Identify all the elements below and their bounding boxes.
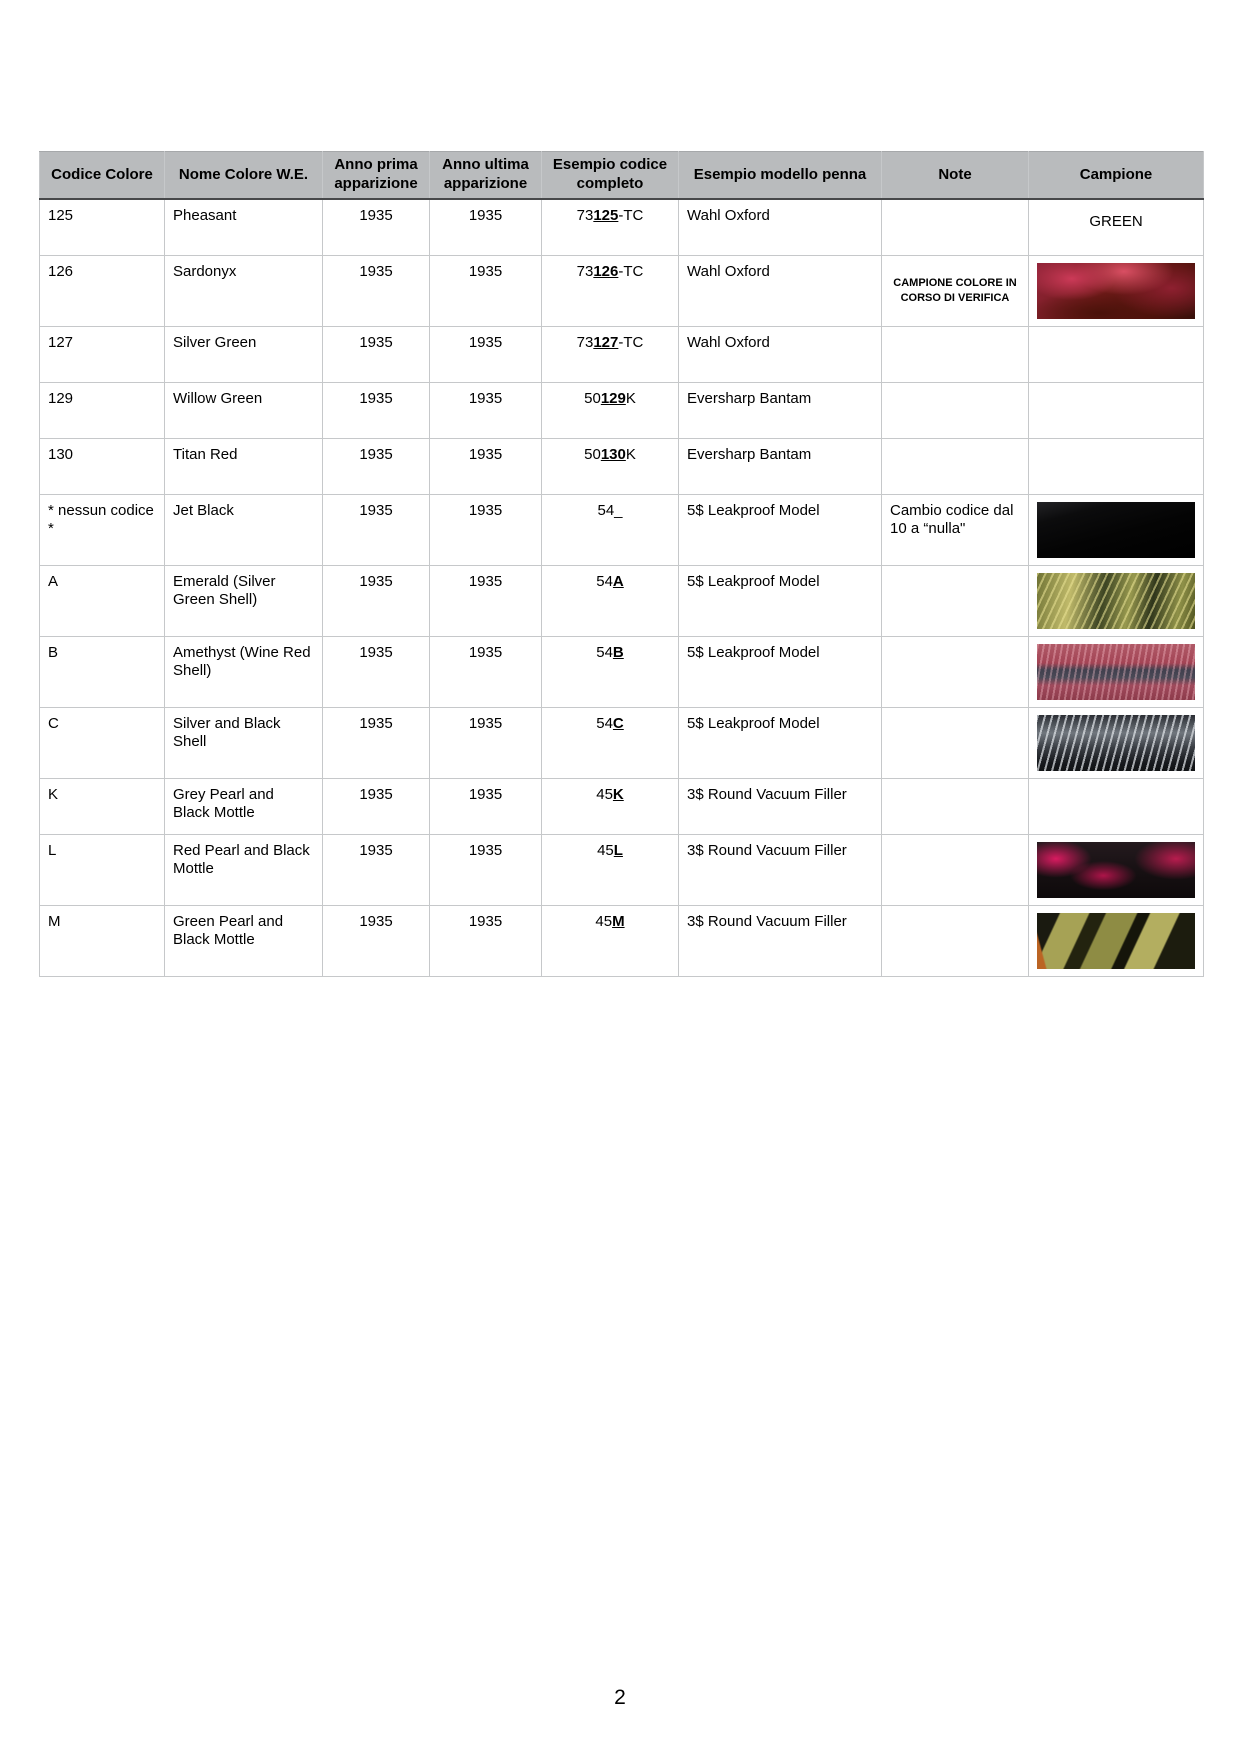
cell-codice-colore: * nessun codice *	[40, 494, 165, 565]
cell-campione	[1029, 255, 1204, 326]
cell-campione	[1029, 565, 1204, 636]
header-esempio-modello: Esempio modello penna	[679, 152, 882, 200]
code-highlight: B	[612, 643, 624, 661]
cell-esempio-codice	[542, 834, 679, 905]
header-nome-colore: Nome Colore W.E.	[165, 152, 323, 200]
cell-codice-colore: B	[40, 636, 165, 707]
cell-codice-colore: 126	[40, 255, 165, 326]
cell-anno-ultima: 1935	[430, 636, 542, 707]
cell-nome-colore: Grey Pearl and Black Mottle	[165, 778, 323, 834]
cell-anno-prima: 1935	[323, 565, 430, 636]
cell-note	[882, 326, 1029, 382]
color-swatch-red-pearl	[1037, 842, 1195, 898]
code-highlight: 130	[600, 445, 626, 463]
cell-codice-colore: 130	[40, 438, 165, 494]
code-suffix: K	[625, 389, 636, 407]
cell-note	[882, 565, 1029, 636]
cell-codice-colore: L	[40, 834, 165, 905]
cell-anno-ultima: 1935	[430, 834, 542, 905]
code-highlight: 126	[593, 262, 619, 280]
cell-note	[882, 636, 1029, 707]
code-suffix: -TC	[618, 262, 644, 280]
color-swatch-emerald	[1037, 573, 1195, 629]
table-body	[40, 199, 1204, 976]
page-number: 2	[614, 1686, 626, 1709]
cell-codice-colore: 127	[40, 326, 165, 382]
cell-nome-colore: Titan Red	[165, 438, 323, 494]
cell-esempio-codice	[542, 778, 679, 834]
cell-esempio-modello: Eversharp Bantam	[679, 382, 882, 438]
code-prefix: 73	[576, 207, 594, 224]
cell-note: CAMPIONE COLORE IN CORSO DI VERIFICA	[882, 255, 1029, 326]
code-prefix: 50	[584, 445, 601, 463]
cell-note	[882, 778, 1029, 834]
cell-anno-ultima: 1935	[430, 382, 542, 438]
campione-label: GREEN	[1089, 213, 1143, 230]
cell-anno-prima: 1935	[323, 199, 430, 255]
table-row	[40, 636, 1204, 707]
cell-esempio-codice	[542, 494, 679, 565]
cell-esempio-codice	[542, 255, 679, 326]
cell-nome-colore: Jet Black	[165, 494, 323, 565]
cell-nome-colore: Green Pearl and Black Mottle	[165, 905, 323, 976]
code-highlight: C	[612, 714, 624, 732]
code-highlight: K	[612, 785, 624, 803]
cell-note	[882, 707, 1029, 778]
cell-campione	[1029, 778, 1204, 834]
code-prefix: 54	[596, 714, 613, 732]
cell-esempio-modello: 3$ Round Vacuum Filler	[679, 905, 882, 976]
cell-campione	[1029, 438, 1204, 494]
header-esempio-codice: Esempio codice completo	[542, 152, 679, 200]
table-row	[40, 905, 1204, 976]
cell-nome-colore: Emerald (Silver Green Shell)	[165, 565, 323, 636]
code-prefix: 45	[595, 912, 613, 930]
cell-codice-colore: 129	[40, 382, 165, 438]
cell-note	[882, 905, 1029, 976]
color-swatch-silver-black	[1037, 715, 1195, 771]
cell-anno-ultima: 1935	[430, 326, 542, 382]
cell-nome-colore: Willow Green	[165, 382, 323, 438]
cell-campione	[1029, 494, 1204, 565]
cell-note: Cambio codice dal 10 a “nulla"	[882, 494, 1029, 565]
cell-anno-prima: 1935	[323, 707, 430, 778]
code-highlight: 125	[593, 207, 619, 224]
table-row	[40, 565, 1204, 636]
cell-note	[882, 382, 1029, 438]
cell-campione	[1029, 382, 1204, 438]
code-prefix: 73	[576, 333, 594, 351]
cell-esempio-modello: Wahl Oxford	[679, 326, 882, 382]
cell-esempio-modello: 3$ Round Vacuum Filler	[679, 834, 882, 905]
table-row	[40, 438, 1204, 494]
color-swatch-amethyst	[1037, 644, 1195, 700]
color-codes-table	[39, 151, 1204, 977]
cell-esempio-modello: Eversharp Bantam	[679, 438, 882, 494]
code-prefix: 73	[576, 262, 594, 280]
cell-nome-colore: Silver and Black Shell	[165, 707, 323, 778]
cell-anno-prima: 1935	[323, 438, 430, 494]
cell-nome-colore: Pheasant	[165, 199, 323, 255]
cell-anno-ultima: 1935	[430, 905, 542, 976]
cell-campione	[1029, 834, 1204, 905]
table-row	[40, 707, 1204, 778]
code-suffix: -TC	[618, 333, 644, 351]
table-row	[40, 255, 1204, 326]
cell-esempio-codice	[542, 636, 679, 707]
cell-anno-prima: 1935	[323, 905, 430, 976]
table-row	[40, 778, 1204, 834]
color-swatch-green-pearl	[1037, 913, 1195, 969]
cell-note	[882, 199, 1029, 255]
code-highlight: 129	[600, 389, 626, 407]
cell-anno-prima: 1935	[323, 494, 430, 565]
cell-note	[882, 834, 1029, 905]
code-suffix: -TC	[618, 207, 644, 224]
header-codice-colore: Codice Colore	[40, 152, 165, 200]
cell-anno-prima: 1935	[323, 326, 430, 382]
table-header	[40, 152, 1204, 200]
code-prefix: 54	[597, 501, 615, 519]
cell-anno-ultima: 1935	[430, 565, 542, 636]
table-row	[40, 494, 1204, 565]
cell-esempio-codice	[542, 438, 679, 494]
cell-nome-colore: Sardonyx	[165, 255, 323, 326]
cell-anno-ultima: 1935	[430, 494, 542, 565]
cell-anno-prima: 1935	[323, 636, 430, 707]
cell-nome-colore: Amethyst (Wine Red Shell)	[165, 636, 323, 707]
table-row	[40, 834, 1204, 905]
table-row	[40, 326, 1204, 382]
cell-codice-colore: K	[40, 778, 165, 834]
cell-codice-colore: A	[40, 565, 165, 636]
code-highlight: 127	[593, 333, 619, 351]
code-suffix: K	[625, 445, 636, 463]
code-prefix: 54	[596, 572, 613, 590]
cell-esempio-codice	[542, 326, 679, 382]
cell-esempio-codice	[542, 905, 679, 976]
code-prefix: 54	[596, 643, 613, 661]
cell-esempio-codice	[542, 382, 679, 438]
color-swatch-jet-black	[1037, 502, 1195, 558]
cell-anno-prima: 1935	[323, 778, 430, 834]
cell-anno-prima: 1935	[323, 255, 430, 326]
code-prefix: 45	[597, 841, 614, 859]
cell-note	[882, 438, 1029, 494]
cell-codice-colore: 125	[40, 199, 165, 255]
cell-codice-colore: C	[40, 707, 165, 778]
cell-campione	[1029, 326, 1204, 382]
cell-anno-prima: 1935	[323, 834, 430, 905]
cell-anno-prima: 1935	[323, 382, 430, 438]
cell-campione	[1029, 199, 1204, 255]
code-prefix: 50	[584, 389, 601, 407]
header-anno-prima: Anno prima apparizione	[323, 152, 430, 200]
cell-nome-colore: Red Pearl and Black Mottle	[165, 834, 323, 905]
cell-codice-colore: M	[40, 905, 165, 976]
cell-esempio-codice	[542, 707, 679, 778]
cell-anno-ultima: 1935	[430, 778, 542, 834]
cell-esempio-modello: Wahl Oxford	[679, 199, 882, 255]
cell-esempio-modello: Wahl Oxford	[679, 255, 882, 326]
cell-esempio-codice	[542, 199, 679, 255]
cell-esempio-codice	[542, 565, 679, 636]
cell-esempio-modello: 5$ Leakproof Model	[679, 636, 882, 707]
cell-esempio-modello: 5$ Leakproof Model	[679, 565, 882, 636]
cell-campione	[1029, 905, 1204, 976]
cell-esempio-modello: 5$ Leakproof Model	[679, 494, 882, 565]
cell-nome-colore: Silver Green	[165, 326, 323, 382]
cell-esempio-modello: 5$ Leakproof Model	[679, 707, 882, 778]
table-row	[40, 199, 1204, 255]
code-suffix: _	[614, 501, 623, 519]
cell-anno-ultima: 1935	[430, 438, 542, 494]
table-row	[40, 382, 1204, 438]
header-anno-ultima: Anno ultima apparizione	[430, 152, 542, 200]
cell-esempio-modello: 3$ Round Vacuum Filler	[679, 778, 882, 834]
cell-anno-ultima: 1935	[430, 199, 542, 255]
cell-anno-ultima: 1935	[430, 255, 542, 326]
cell-anno-ultima: 1935	[430, 707, 542, 778]
cell-campione	[1029, 636, 1204, 707]
code-prefix: 45	[596, 785, 613, 803]
color-swatch-sardonyx	[1037, 263, 1195, 319]
cell-campione	[1029, 707, 1204, 778]
code-highlight: A	[612, 572, 624, 590]
code-highlight: L	[613, 841, 623, 859]
header-note: Note	[882, 152, 1029, 200]
header-campione: Campione	[1029, 152, 1204, 200]
code-highlight: M	[612, 912, 625, 930]
